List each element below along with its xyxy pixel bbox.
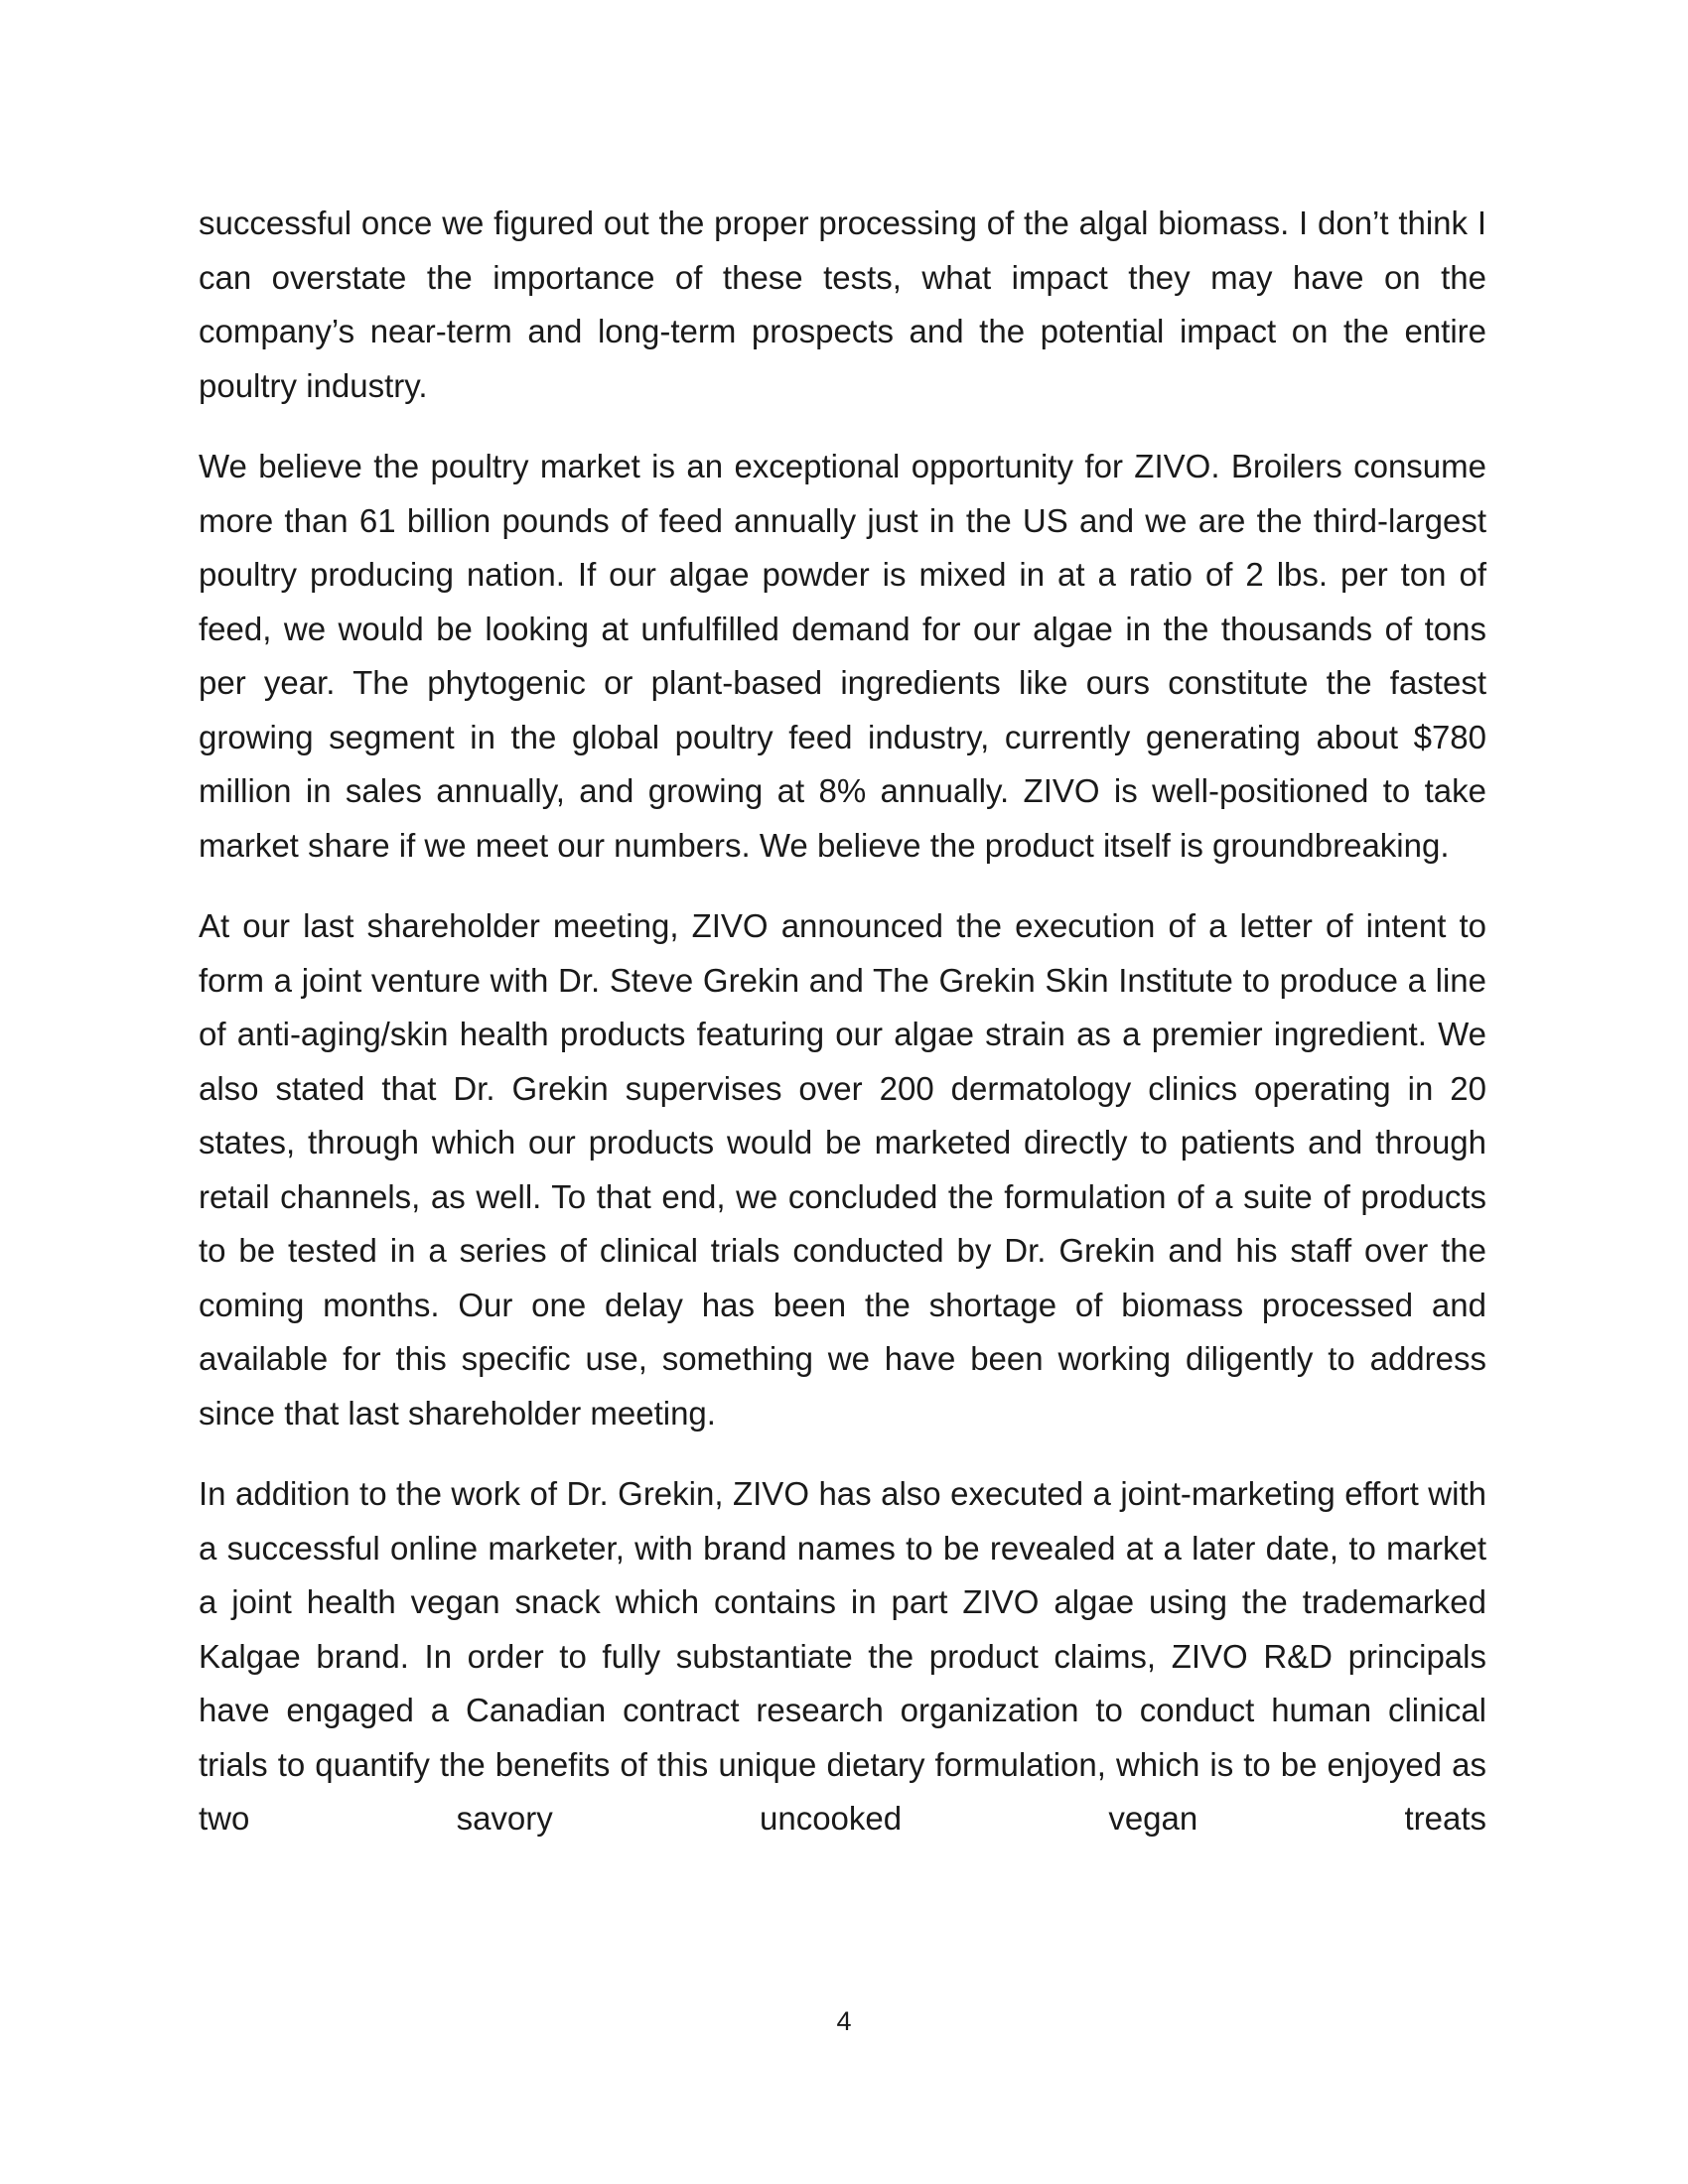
paragraph-1: successful once we figured out the proper processing of the algal biomass. I don’t think I can overstate the importance of these tests, what impact they may have on the company’s near-term and long-term prospects and the potential impact on the entire poultry industry. [199,205,1486,404]
paragraph-2: We believe the poultry market is an exceptional opportunity for ZIVO. Broilers consume more than 61 billion pounds of feed annually just in the US and we are the third-largest poultry producing nation. If our algae powder is mixed in at a ratio of 2 lbs. per ton of feed, we would be looking at unfulfilled demand for our algae in the thousands of tons per year. The phytogenic or plant-based ingredients like ours constitute the fastest growing segment in the global poultry feed industry, currently generating about $780 million in sales annually, and growing at 8% annually. ZIVO is well-positioned to take market share if we meet our numbers. We believe the product itself is groundbreaking. [199,448,1486,864]
body-text [199,197,1486,1873]
page-number: 4 [836,2006,852,2036]
paragraph-4: In addition to the work of Dr. Grekin, ZIVO has also executed a joint-marketing effort with a successful online marketer, with brand names to be revealed at a later date, to market a joint health vegan snack which contains in part ZIVO algae using the trademarked Kalgae brand. In order to fully substantiate the product claims, ZIVO R&D principals have engaged a Canadian contract research organization to conduct human clinical trials to quantify the benefits of this unique dietary formulation, which is to be enjoyed as two savory uncooked vegan treats [199,1475,1486,1837]
paragraph-3: At our last shareholder meeting, ZIVO announced the execution of a letter of intent to form a joint venture with Dr. Steve Grekin and The Grekin Skin Institute to produce a line of anti-aging/skin health products featuring our algae strain as a premier ingredient. We also stated that Dr. Grekin supervises over 200 dermatology clinics operating in 20 states, through which our products would be marketed directly to patients and through retail channels, as well. To that end, we concluded the formulation of a suite of products to be tested in a series of clinical trials conducted by Dr. Grekin and his staff over the coming months. Our one delay has been the shortage of biomass processed and available for this specific use, something we have been working diligently to address since that last shareholder meeting. [199,907,1486,1432]
